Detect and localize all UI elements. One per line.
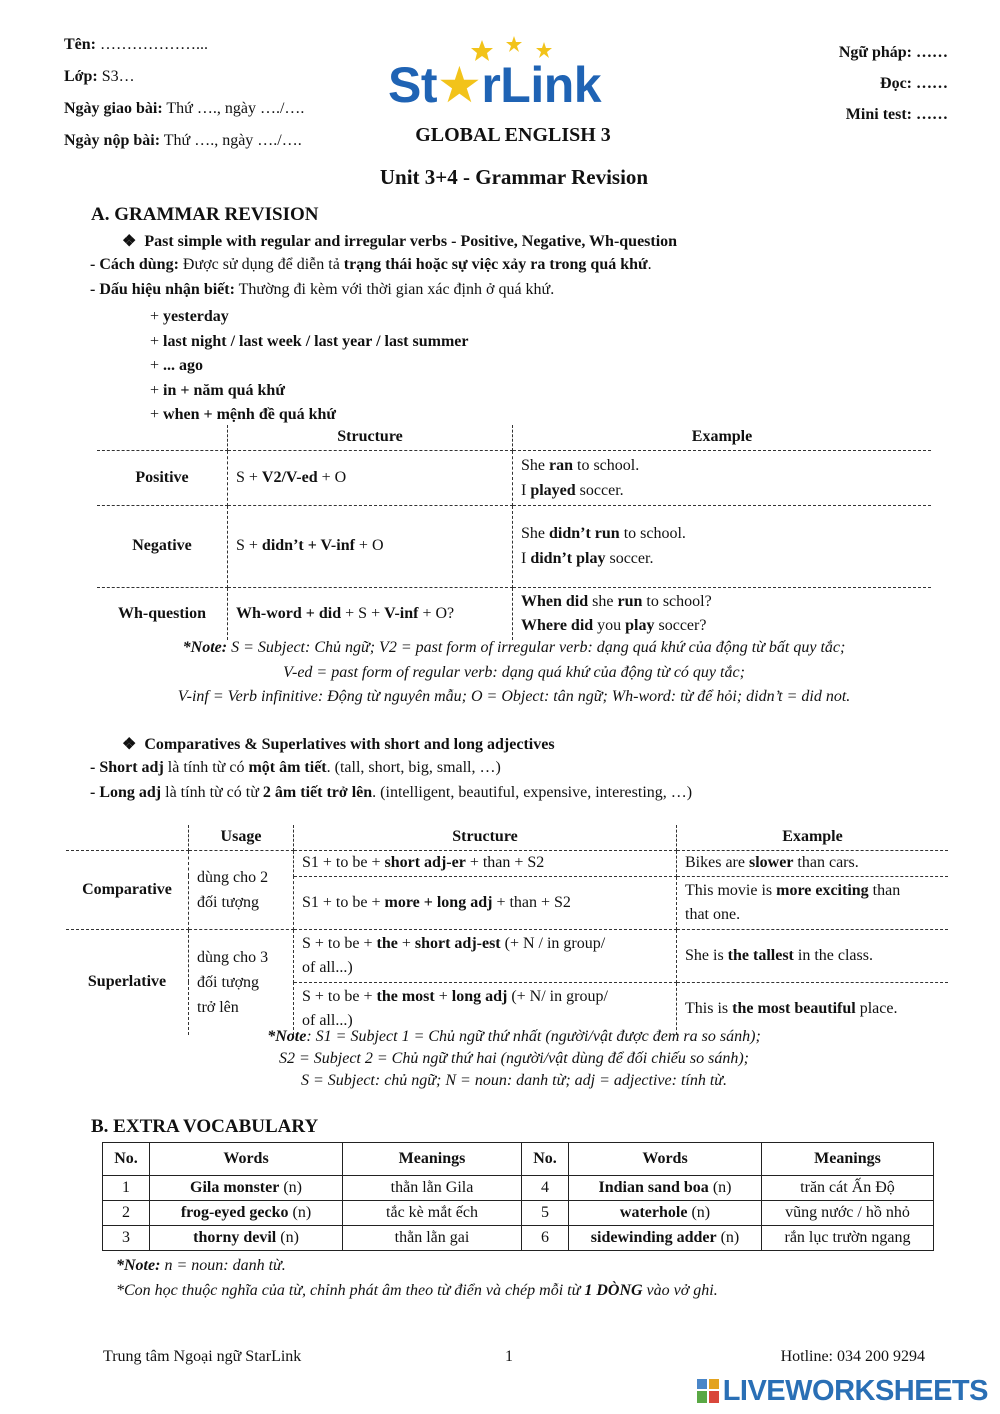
past-note: *Note: S = Subject: Chủ ngữ; V2 = past form of irregular verb: dạng quá khứ của động từ bất quy tắc; V-ed = past form of regular verb: dạng quá khứ của động từ có quy tắc; V-inf = Verb infinitive: Động từ nguyên mẫu; O = Object: tân ngữ; Wh-word: từ để hỏi; didn’t = did not. (177, 639, 851, 705)
class-line: Lớp: S3… (64, 68, 135, 85)
short-adj-line: - Short adj là tính từ có một âm tiết. (tall, short, big, small, …) (90, 759, 501, 776)
starlink-logo: St★rLink (388, 36, 638, 118)
table-header-row (97, 425, 931, 450)
past-simple-table (97, 425, 931, 640)
minitest-score: Mini test: …… (845, 106, 948, 123)
page-number: 1 (505, 1348, 513, 1365)
table-row: 2 frog-eyed gecko (n) tắc kè mắt ếch 5 waterhole (n) vũng nước / hồ nhỏ (103, 1201, 934, 1226)
reading-score: Đọc: …… (880, 75, 948, 92)
table-header-row: No. Words Meanings No. Words Meanings (103, 1143, 934, 1176)
col-example: Example (513, 425, 932, 450)
comparatives-note: *Note: S1 = Subject 1 = Chủ ngữ thứ nhất (người/vật được đem ra so sánh); S2 = Subject 2 = Chủ ngữ thứ hai (người/vật dùng để đối chiếu so sánh); S = Subject: chủ ngữ; N = noun: danh từ; adj = adjective: tính từ. (267, 1028, 761, 1089)
table-row: S + to be + the most + long adj (+ N/ in group/ of all...) This is the most beautiful place. (66, 982, 948, 1035)
page-title: Unit 3+4 - Grammar Revision (379, 165, 649, 189)
signal-item: + yesterday (150, 308, 229, 325)
usage-line: - Cách dùng: Được sử dụng để diễn tả trạng thái hoặc sự việc xảy ra trong quá khứ. (90, 256, 652, 273)
name-line: Tên: ………………... (64, 36, 208, 53)
submit-date-line: Ngày nộp bài: Thứ …., ngày …./…. (64, 132, 302, 149)
col-example: Example (677, 825, 949, 850)
assign-date-line: Ngày giao bài: Thứ …., ngày …./…. (64, 100, 305, 117)
liveworksheets-logo-icon (697, 1379, 719, 1403)
table-header-row (66, 825, 948, 850)
signal-item: + last night / last week / last year / last summer (150, 332, 469, 350)
col-structure: Structure (294, 825, 677, 850)
table-row: 1 Gila monster (n) thằn lằn Gila 4 Indian sand boa (n) trăn cát Ấn Độ (103, 1176, 934, 1201)
table-row: Superlative dùng cho 3 đối tượng trở lên S + to be + the + short adj-est (+ N / in group/ of all...) She is the tallest in the class. (66, 929, 948, 982)
vocab-note: *Note: n = noun: danh từ. *Con học thuộc nghĩa của từ, chỉnh phát âm theo từ điển và chép mỗi từ 1 DÒNG vào vở ghi. (116, 1257, 718, 1299)
table-row: Positive S + V2/V-ed + O She ran to school. I played soccer. (97, 450, 931, 505)
liveworksheets-watermark: LIVEWORKSHEETS (697, 1375, 988, 1407)
past-simple-title: ❖ Past simple with regular and irregular verbs - Positive, Negative, Wh-question (122, 233, 678, 250)
vocabulary-table (102, 1142, 934, 1251)
signal-list (150, 305, 469, 428)
comparatives-title: ❖ Comparatives & Superlatives with short and long adjectives (122, 736, 555, 753)
score-box (839, 42, 948, 135)
signal-item: + ... ago (150, 357, 204, 374)
hotline: Hotline: 034 200 9294 (780, 1348, 925, 1365)
table-row: 3 thorny devil (n) thằn lằn gai 6 sidewinding adder (n) rắn lục trườn ngang (103, 1226, 934, 1251)
logo-star-icon: ★ (437, 57, 482, 113)
col-usage: Usage (189, 825, 294, 850)
grammar-score: Ngữ pháp: …… (838, 44, 948, 61)
section-b-heading: B. EXTRA VOCABULARY (91, 1116, 319, 1137)
table-row: Comparative dùng cho 2 đối tượng S1 + to be + short adj-er + than + S2 Bikes are slower than cars. (66, 850, 948, 876)
section-a-heading: A. GRAMMAR REVISION (91, 204, 319, 225)
course-title: GLOBAL ENGLISH 3 (415, 124, 611, 146)
col-structure: Structure (228, 425, 513, 450)
table-row: Negative S + didn’t + V-inf + O She didn’t run to school. I didn’t play soccer. (97, 505, 931, 587)
table-row: Wh-question Wh-word + did + S + V-inf + O? When did she run to school? Where did you play soccer? (97, 587, 931, 640)
long-adj-line: - Long adj là tính từ có từ 2 âm tiết trở lên. (intelligent, beautiful, expensive, interesting, …) (90, 784, 693, 801)
comparatives-table (66, 825, 948, 1035)
student-info (64, 34, 304, 162)
signal-item: + in + năm quá khứ (150, 381, 285, 399)
signal-item: + when + mệnh đề quá khứ (150, 406, 337, 423)
footer-center-name: Trung tâm Ngoại ngữ StarLink (103, 1348, 302, 1365)
signal-line: - Dấu hiệu nhận biết: Thường đi kèm với thời gian xác định ở quá khứ. (90, 281, 555, 298)
table-row: S1 + to be + more + long adj + than + S2 This movie is more exciting than that one. (66, 876, 948, 929)
